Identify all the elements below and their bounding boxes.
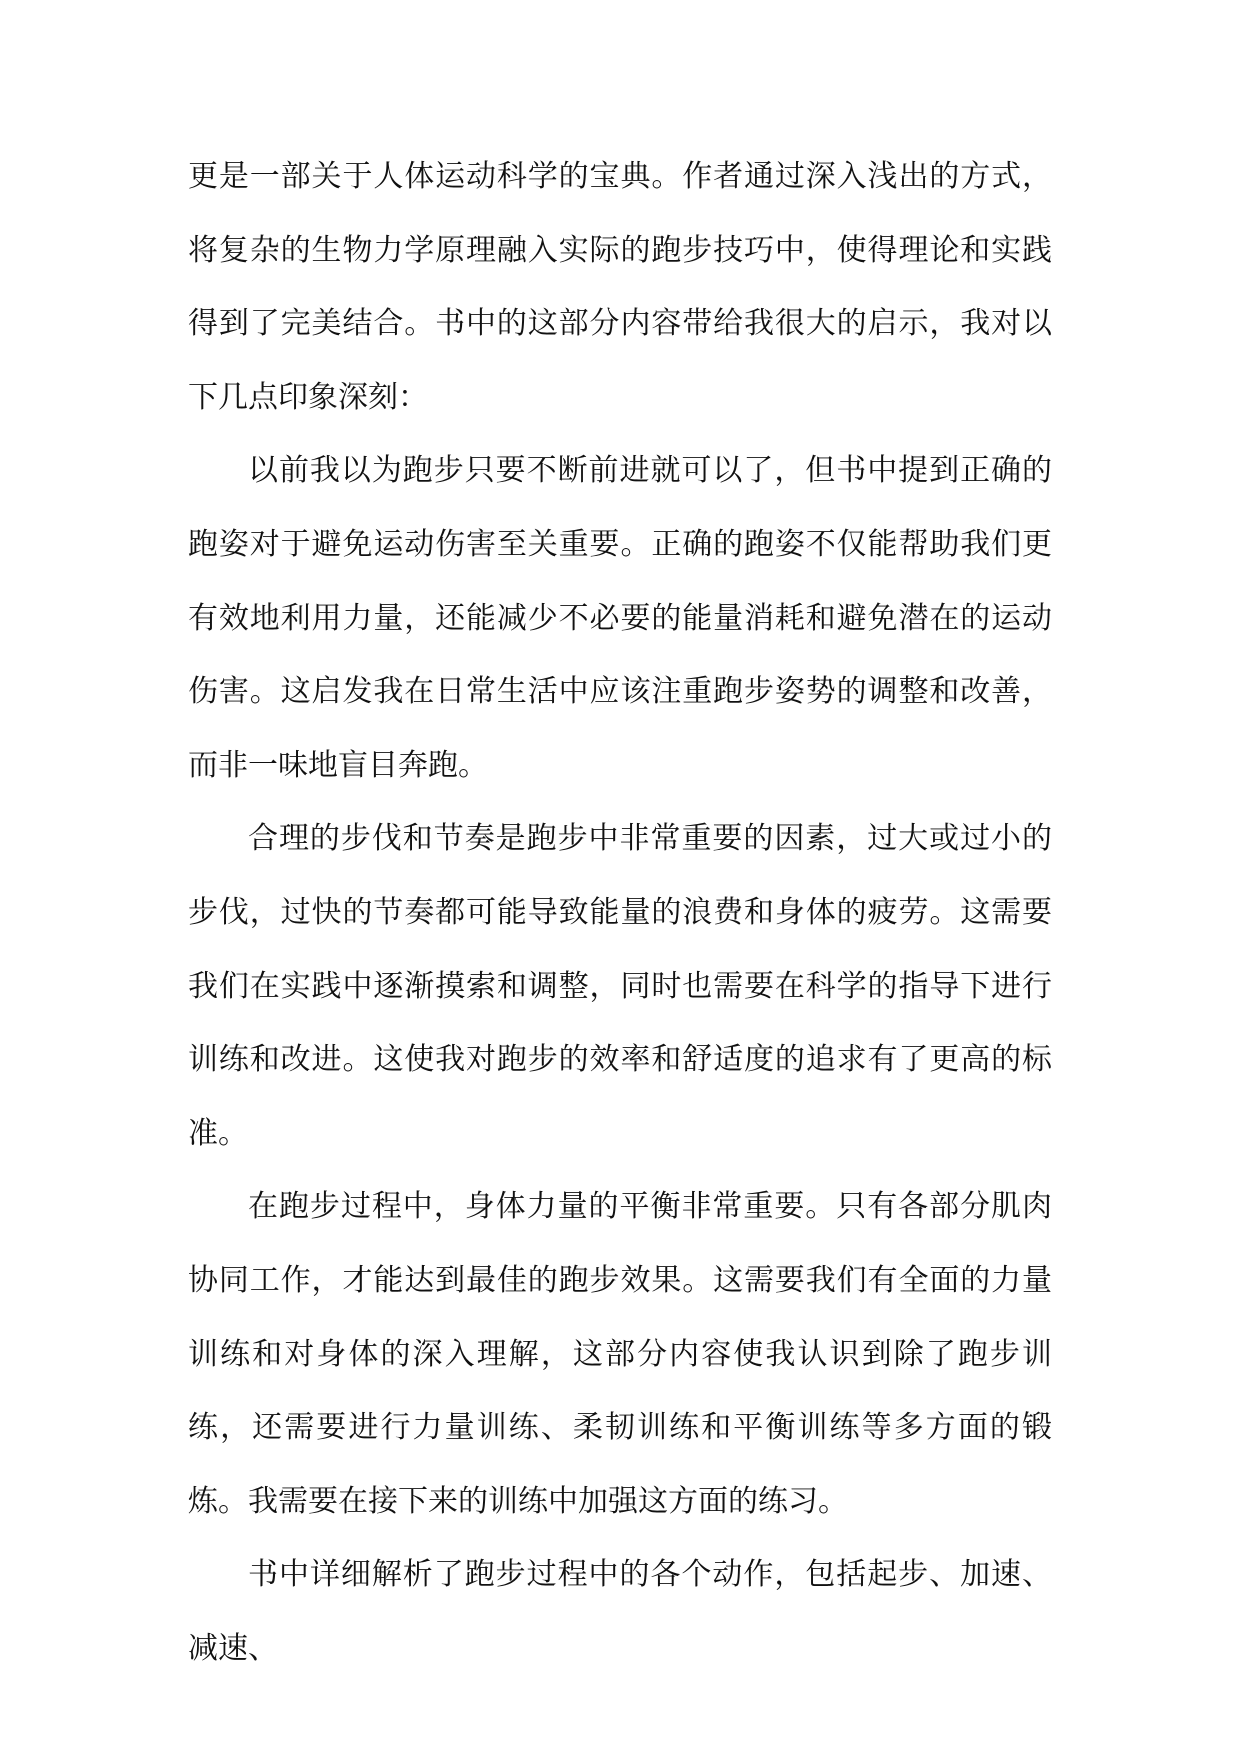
paragraph-1: 更是一部关于人体运动科学的宝典。作者通过深入浅出的方式，将复杂的生物力学原理融入实际的跑步技巧中，使得理论和实践得到了完美结合。书中的这部分内容带给我很大的启示，我对以下几点印象深刻： [188,159,1052,415]
paragraph-2: 以前我以为跑步只要不断前进就可以了，但书中提到正确的跑姿对于避免运动伤害至关重要。正确的跑姿不仅能帮助我们更有效地利用力量，还能减少不必要的能量消耗和避免潜在的运动伤害。这启发我在日常生活中应该注重跑步姿势的调整和改善，而非一味地盲目奔跑。 [188,453,1052,783]
paragraph-4: 在跑步过程中，身体力量的平衡非常重要。只有各部分肌肉协同工作，才能达到最佳的跑步效果。这需要我们有全面的力量训练和对身体的深入理解，这部分内容使我认识到除了跑步训练，还需要进行力量训练、柔韧训练和平衡训练等多方面的锻炼。我需要在接下来的训练中加强这方面的练习。 [188,1189,1052,1519]
body-text [188,140,1052,1685]
paragraph-5: 书中详细解析了跑步过程中的各个动作，包括起步、加速、减速、 [188,1557,1052,1666]
paragraph-3: 合理的步伐和节奏是跑步中非常重要的因素，过大或过小的步伐，过快的节奏都可能导致能量的浪费和身体的疲劳。这需要我们在实践中逐渐摸索和调整，同时也需要在科学的指导下进行训练和改进。这使我对跑步的效率和舒适度的追求有了更高的标准。 [188,821,1052,1151]
